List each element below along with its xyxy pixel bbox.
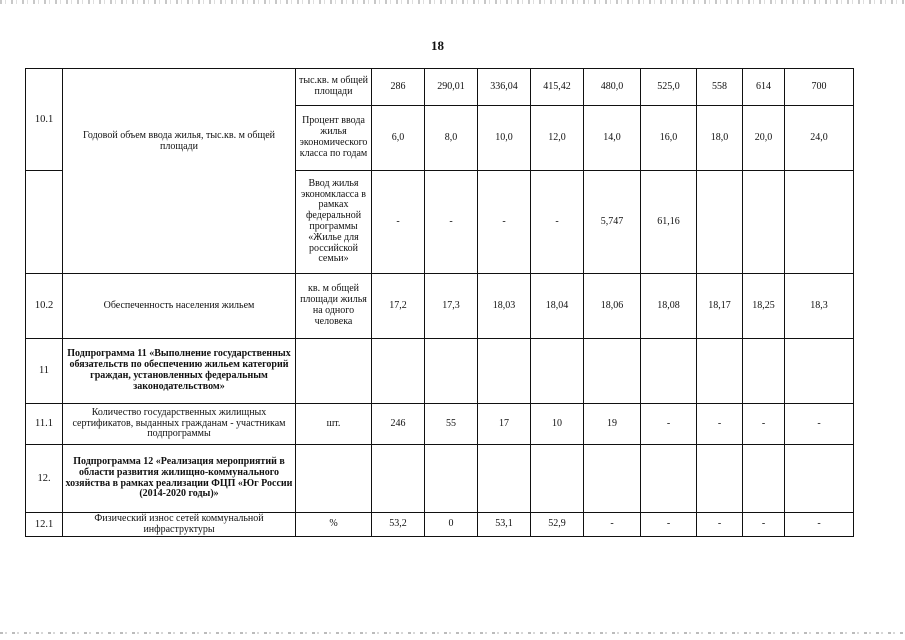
value-cell: 10,0 <box>478 106 531 171</box>
value-cell: 525,0 <box>641 69 697 106</box>
value-cell: 614 <box>743 69 785 106</box>
row-code: 12. <box>26 445 63 513</box>
value-cell: - <box>641 513 697 537</box>
value-cell: - <box>697 513 743 537</box>
scan-noise-bottom <box>0 632 905 634</box>
value-cell: 12,0 <box>531 106 584 171</box>
unit-cell: тыс.кв. м общей площади <box>296 69 372 106</box>
value-cell: - <box>478 171 531 274</box>
value-cell: 558 <box>697 69 743 106</box>
value-cell <box>743 171 785 274</box>
value-cell: 18,0 <box>697 106 743 171</box>
value-cell: 53,1 <box>478 513 531 537</box>
subprogram-title: Подпрограмма 11 «Выполнение государственных обязательств по обеспечению жильем категорий граждан, установленных федеральным законодательством» <box>63 339 296 404</box>
value-cell: 19 <box>584 404 641 445</box>
value-cell: 290,01 <box>425 69 478 106</box>
row-code: 10.2 <box>26 274 63 339</box>
value-cell: 5,747 <box>584 171 641 274</box>
value-cell: 480,0 <box>584 69 641 106</box>
table-row <box>26 274 854 339</box>
value-cell: 336,04 <box>478 69 531 106</box>
value-cell: 61,16 <box>641 171 697 274</box>
subprogram-title: Подпрограмма 12 «Реализация мероприятий в области развития жилищно-коммунального хозяйства в рамках реализации ФЦП «Юг России (2014-2020 годы)» <box>63 445 296 513</box>
value-cell: 286 <box>372 69 425 106</box>
value-cell: - <box>531 171 584 274</box>
row-code: 11.1 <box>26 404 63 445</box>
value-cell: 17 <box>478 404 531 445</box>
value-cell: 18,3 <box>785 274 854 339</box>
value-cell: - <box>785 404 854 445</box>
table-row <box>26 513 854 537</box>
value-cell: - <box>425 171 478 274</box>
value-cell: 17,2 <box>372 274 425 339</box>
value-cell: 16,0 <box>641 106 697 171</box>
value-cell: 18,03 <box>478 274 531 339</box>
value-cell: 52,9 <box>531 513 584 537</box>
value-cell: 17,3 <box>425 274 478 339</box>
indicator-name: Физический износ сетей коммунальной инфраструктуры <box>63 513 296 537</box>
page-number: 18 <box>431 38 444 53</box>
value-cell: 700 <box>785 69 854 106</box>
value-cell: 18,17 <box>697 274 743 339</box>
value-cell: 10 <box>531 404 584 445</box>
value-cell: - <box>743 513 785 537</box>
value-cell: 18,25 <box>743 274 785 339</box>
table-row <box>26 69 854 106</box>
scan-noise-top <box>0 0 905 4</box>
value-cell: 0 <box>425 513 478 537</box>
value-cell: 14,0 <box>584 106 641 171</box>
value-cell: - <box>743 404 785 445</box>
unit-cell: кв. м общей площади жилья на одного человека <box>296 274 372 339</box>
unit-cell: Процент ввода жилья экономического класса по годам <box>296 106 372 171</box>
indicators-table <box>25 68 854 537</box>
value-cell: 415,42 <box>531 69 584 106</box>
indicator-name: Обеспеченность населения жильем <box>63 274 296 339</box>
value-cell: 8,0 <box>425 106 478 171</box>
row-code: 11 <box>26 339 63 404</box>
value-cell: - <box>785 513 854 537</box>
value-cell: 18,04 <box>531 274 584 339</box>
table-row <box>26 404 854 445</box>
indicator-name: Годовой объем ввода жилья, тыс.кв. м общей площади <box>63 69 296 274</box>
unit-cell: % <box>296 513 372 537</box>
value-cell: 55 <box>425 404 478 445</box>
row-code: 12.1 <box>26 513 63 537</box>
row-code: 10.1 <box>26 69 63 171</box>
value-cell: 18,06 <box>584 274 641 339</box>
indicator-name: Количество государственных жилищных сертификатов, выданных гражданам - участникам подпрограммы <box>63 404 296 445</box>
value-cell: - <box>697 404 743 445</box>
value-cell: 53,2 <box>372 513 425 537</box>
value-cell: 18,08 <box>641 274 697 339</box>
value-cell: - <box>372 171 425 274</box>
table-row <box>26 445 854 513</box>
value-cell: 6,0 <box>372 106 425 171</box>
value-cell: 20,0 <box>743 106 785 171</box>
table-row <box>26 339 854 404</box>
value-cell: - <box>584 513 641 537</box>
unit-cell: Ввод жилья экономкласса в рамках федеральной программы «Жилье для российской семьи» <box>296 171 372 274</box>
unit-cell: шт. <box>296 404 372 445</box>
value-cell: 246 <box>372 404 425 445</box>
value-cell: 24,0 <box>785 106 854 171</box>
empty-code-cell <box>26 171 63 274</box>
value-cell <box>785 171 854 274</box>
value-cell <box>697 171 743 274</box>
value-cell: - <box>641 404 697 445</box>
